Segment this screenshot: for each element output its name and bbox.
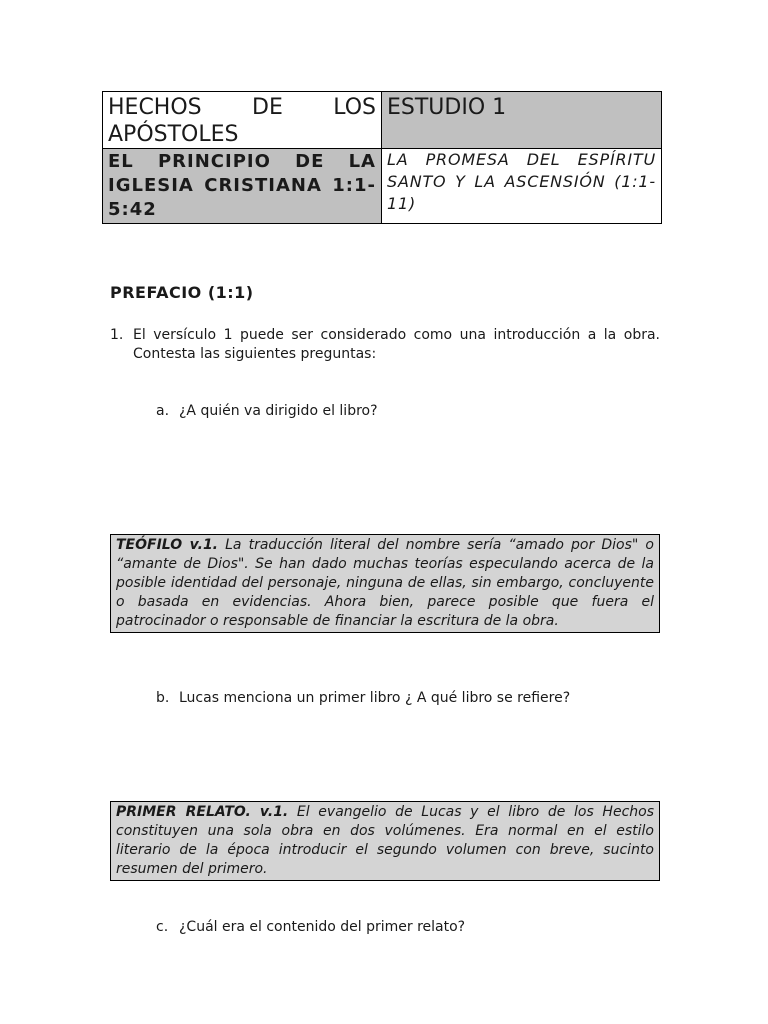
note-body: La traducción literal del nombre sería “amado por Dios" o “amante de Dios". Se han dado muchas teorías especulando acerca de la posible identidad del personaje, ninguna de ellas, sin embargo, concluyente o basada en evidencias. Ahora bien, parece posible que fuera el patrocinador o responsable de financiar la escritura de la obra. bbox=[116, 537, 654, 629]
section-heading: PREFACIO (1:1) bbox=[110, 283, 254, 302]
sub-question-b bbox=[156, 689, 570, 708]
sub-question-letter: a. bbox=[156, 403, 170, 419]
sub-question-a bbox=[156, 402, 378, 421]
question-text: El versículo 1 puede ser considerado como una introducción a la obra. Contesta las siguientes preguntas: bbox=[133, 327, 660, 362]
sub-question-letter: c. bbox=[156, 919, 169, 935]
sub-question-text: ¿Cuál era el contenido del primer relato? bbox=[179, 919, 466, 935]
question-number: 1. bbox=[110, 327, 124, 343]
sub-question-text: Lucas menciona un primer libro ¿ A qué libro se refiere? bbox=[179, 690, 571, 706]
study-header-table bbox=[102, 91, 662, 224]
note-lead: PRIMER RELATO. v.1. bbox=[116, 804, 289, 820]
note-lead: TEÓFILO v.1. bbox=[116, 537, 219, 553]
sub-question-text: ¿A quién va dirigido el libro? bbox=[179, 403, 378, 419]
sub-question-c bbox=[156, 918, 465, 937]
note-teofilo bbox=[110, 534, 660, 633]
sub-question-letter: b. bbox=[156, 690, 170, 706]
study-label: ESTUDIO 1 bbox=[382, 92, 662, 149]
note-primer-relato bbox=[110, 801, 660, 881]
question-1 bbox=[110, 326, 660, 364]
section-title: EL PRINCIPIO DE LA IGLESIA CRISTIANA 1:1-5:42 bbox=[103, 149, 382, 224]
note-body: El evangelio de Lucas y el libro de los Hechos constituyen una sola obra en dos volúmenes. Era normal en el estilo literario de la época introducir el segundo volumen con breve, sucinto resumen del primero. bbox=[116, 804, 655, 877]
book-title: HECHOS DE LOS APÓSTOLES bbox=[103, 92, 382, 149]
study-topic: LA PROMESA DEL ESPÍRITU SANTO Y LA ASCENSIÓN (1:1-11) bbox=[382, 149, 662, 224]
